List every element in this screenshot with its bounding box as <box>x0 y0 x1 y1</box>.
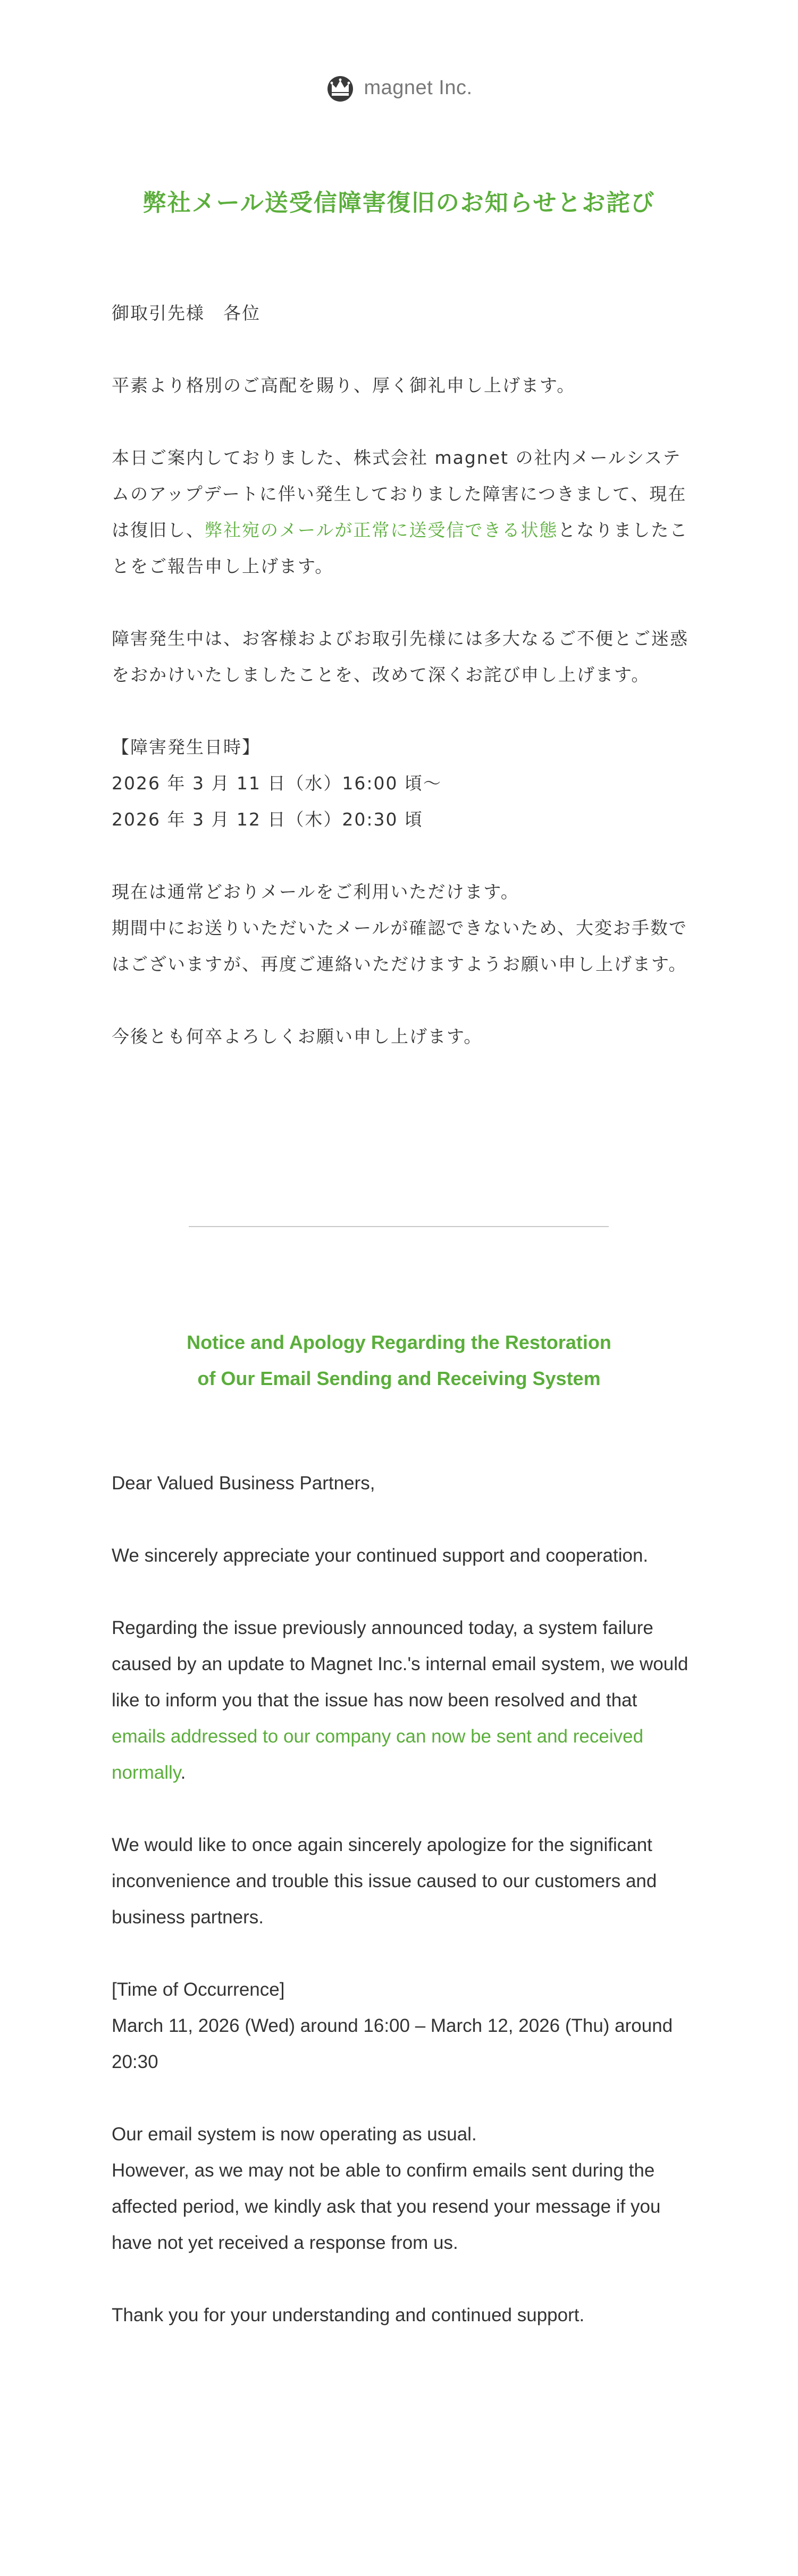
en-announcement-highlight: emails addressed to our company can now be sent and received normally <box>112 1726 644 1783</box>
ja-status-block <box>112 874 691 982</box>
en-time-range: March 11, 2026 (Wed) around 16:00 – March 12, 2026 (Thu) around 20:30 <box>112 2015 673 2072</box>
en-announcement-text-end: . <box>180 1762 186 1783</box>
en-title-line: of Our Email Sending and Receiving System <box>197 1368 601 1389</box>
ja-time-heading: 【障害発生日時】 <box>112 737 261 757</box>
en-time-block <box>112 1972 694 2080</box>
en-title-line: Notice and Apology Regarding the Restoration <box>187 1331 611 1353</box>
en-closing: Thank you for your understanding and continued support. <box>112 2305 585 2325</box>
ja-intro: 平素より格別のご高配を賜り、厚く御礼申し上げます。 <box>112 375 576 396</box>
en-title <box>0 1324 798 1397</box>
ja-announcement-text: 本日ご案内しておりました、株式会社 magnet の社内メールシステムのアップデートに伴い発生しておりました障害につきまして、現在は復旧し、 <box>112 447 687 540</box>
ja-announcement-highlight: 弊社宛のメールが正常に送受信できる状態 <box>205 520 558 540</box>
section-divider <box>189 1226 609 1227</box>
en-status-block <box>112 2116 694 2261</box>
ja-greeting: 御取引先様 各位 <box>112 303 261 323</box>
ja-time-block <box>112 729 691 838</box>
company-name: magnet Inc. <box>364 76 473 99</box>
ja-body <box>112 295 691 1091</box>
en-announcement <box>112 1610 694 1791</box>
en-status-request: However, as we may not be able to confirm emails sent during the affected period, we kindly ask that you resend your message if you have not yet received a response from us. <box>112 2160 661 2253</box>
ja-time-start: 2026 年 3 月 11 日（水）16:00 頃〜 <box>112 773 442 794</box>
en-announcement-text: Regarding the issue previously announced today, a system failure caused by an update to Magnet Inc.'s internal email system, we would like to inform you that the issue has now been resolved and that <box>112 1618 688 1711</box>
ja-announcement <box>112 440 691 585</box>
en-thanks: We sincerely appreciate your continued support and cooperation. <box>112 1545 649 1566</box>
ja-status-line: 現在は通常どおりメールをご利用いただけます。 <box>112 881 519 902</box>
ja-title: 弊社メール送受信障害復旧のお知らせとお詫び <box>142 189 656 216</box>
crown-logo-icon <box>325 73 355 103</box>
en-body <box>112 1465 694 2370</box>
en-apology: We would like to once again sincerely apologize for the significant inconvenience and trouble this issue caused to our customers and business partners. <box>112 1835 657 1928</box>
ja-status-request: 期間中にお送りいただいたメールが確認できないため、大変お手数ではございますが、再度ご連絡いただけますようお願い申し上げます。 <box>112 918 688 974</box>
header <box>0 69 798 106</box>
en-time-heading: [Time of Occurrence] <box>112 1979 285 2000</box>
en-greeting: Dear Valued Business Partners, <box>112 1473 375 1494</box>
ja-time-end: 2026 年 3 月 12 日（木）20:30 頃 <box>112 809 424 830</box>
en-status-line: Our email system is now operating as usual. <box>112 2124 477 2145</box>
ja-announcement-text-end: となりましたことをご報告申し上げます。 <box>112 520 688 577</box>
ja-apology: 障害発生中は、お客様およびお取引先様には多大なるご不便とご迷惑をおかけいたしましたことを、改めて深くお詫び申し上げます。 <box>112 628 688 685</box>
ja-closing: 今後とも何卒よろしくお願い申し上げます。 <box>112 1026 483 1047</box>
